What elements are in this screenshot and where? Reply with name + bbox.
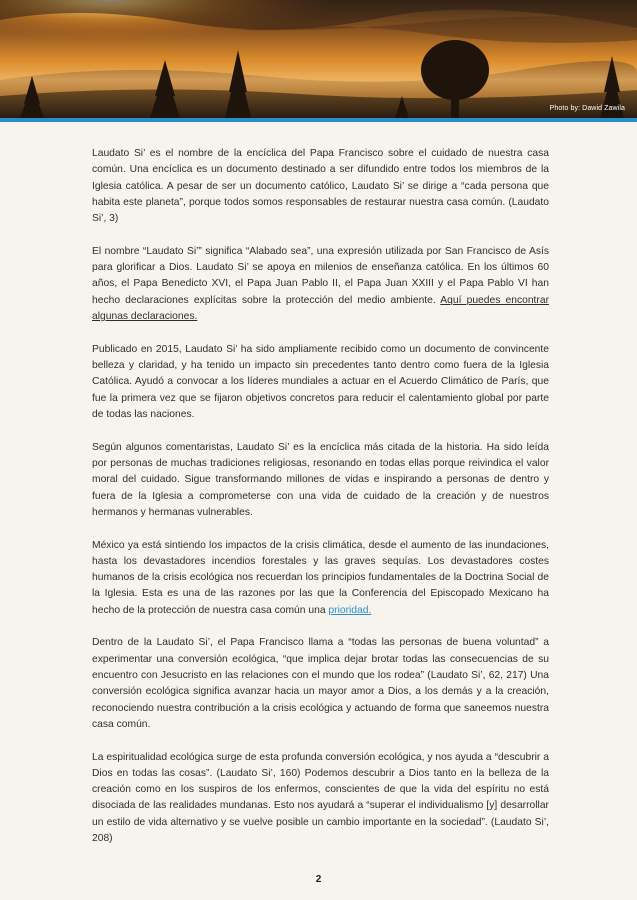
paragraph-conversion: Dentro de la Laudato Si’, el Papa Francisco llama a “todas las personas de buena voluntad” a experimentar una conversión ecológica, “que implica dejar brotar todas las consecuencias de su encuentro con Jesucristo en las relaciones con el mundo que los rodea” (Laudato Si’, 62, 217) Una conversión ecológica significa avanzar hacia un mayor amor a Dios, a los demás y a la creación, reconociendo nuestra contribución a la crisis ecológica y actuando de forma que saneemos nuestra casa común. — [92, 637, 549, 730]
paragraph-publication: Publicado en 2015, Laudato Si’ ha sido ampliamente recibido como un documento de convincente belleza y claridad, y ha tenido un impacto sin precedentes tanto dentro como fuera de la Iglesia Católica. Ayudó a convocar a los líderes mundiales a actuar en el Acuerdo Climático de París, que fue la primera vez que se fijaron objetivos concretos para reducir el calentamiento global por parte de todas las naciones. — [92, 343, 549, 420]
article-body — [92, 146, 549, 864]
paragraph-intro: Laudato Si’ es el nombre de la encíclica del Papa Francisco sobre el cuidado de nuestra casa común. Una encíclica es un documento destinado a ser difundido entre todos los miembros de la Iglesia católica. A pesar de ser un documento católico, Laudato Si’ se dirige a “cada persona que habita este planeta”, porque todos somos responsables de restaurar nuestra casa común. (Laudato Si’, 3) — [92, 148, 549, 225]
header-photo — [0, 0, 637, 118]
paragraph-spirituality: La espiritualidad ecológica surge de esta profunda conversión ecológica, y nos ayuda a “descubrir a Dios en todas las cosas”. (Laudato Si’, 160) Podemos descubrir a Dios tanto en la belleza de la creación como en los suspiros de los enfermos, conscientes de que la vida del espíritu no está disociada de las realidades mundanas. Esto nos ayudará a “superar el individualismo [y] desarrollar un estilo de vida alternativo y se vuelve posible un cambio importante en la sociedad”. (Laudato Si’, 208) — [92, 751, 549, 845]
paragraph-impact: Según algunos comentaristas, Laudato Si’ es la encíclica más citada de la historia. Ha sido leída por personas de muchas tradiciones religiosas, resonando en todas ellas porque reivindica el valor moral del cuidado. Sigue transformando millones de vidas e inspirando a personas de dentro y fuera de la Iglesia a comprometerse con una vida de cuidado de la creación y de nuestros hermanos y hermanas vulnerables. — [92, 441, 549, 518]
header-divider — [0, 118, 637, 122]
paragraph-mexico: México ya está sintiendo los impactos de la crisis climática, desde el aumento de las inundaciones, hasta los devastadores incendios forestales y las graves sequías. Los devastadores costes humanos de la crisis ecológica nos recuerdan los principios fundamentales de la Doctrina Social de la Iglesia. Esta es una de las razones por las que la Conferencia del Episcopado Mexicano ha hecho de la protección de nuestra casa común una prioridad. — [92, 539, 549, 616]
photo-credit: Photo by: Dawid Zawila — [549, 105, 625, 112]
paragraph-name-meaning: El nombre “Laudato Si’” significa “Alabado sea”, una expresión utilizada por San Francisco de Asís para glorificar a Dios. Laudato Si’ se apoya en milenios de enseñanza católica. En los últimos 60 años, el Papa Benedicto XVI, el Papa Juan Pablo II, el Papa Juan XXIII y el Papa Pablo VI han hecho declaraciones explícitas sobre la protección del medio ambiente. Aquí puedes encontrar algunas declaraciones. — [92, 245, 549, 323]
sunrise-forest-image — [0, 0, 637, 118]
priority-link[interactable]: prioridad. — [328, 604, 372, 616]
page-number: 2 — [315, 874, 322, 885]
declarations-link[interactable]: Aquí puedes encontrar algunas declaraciones. — [92, 294, 549, 323]
